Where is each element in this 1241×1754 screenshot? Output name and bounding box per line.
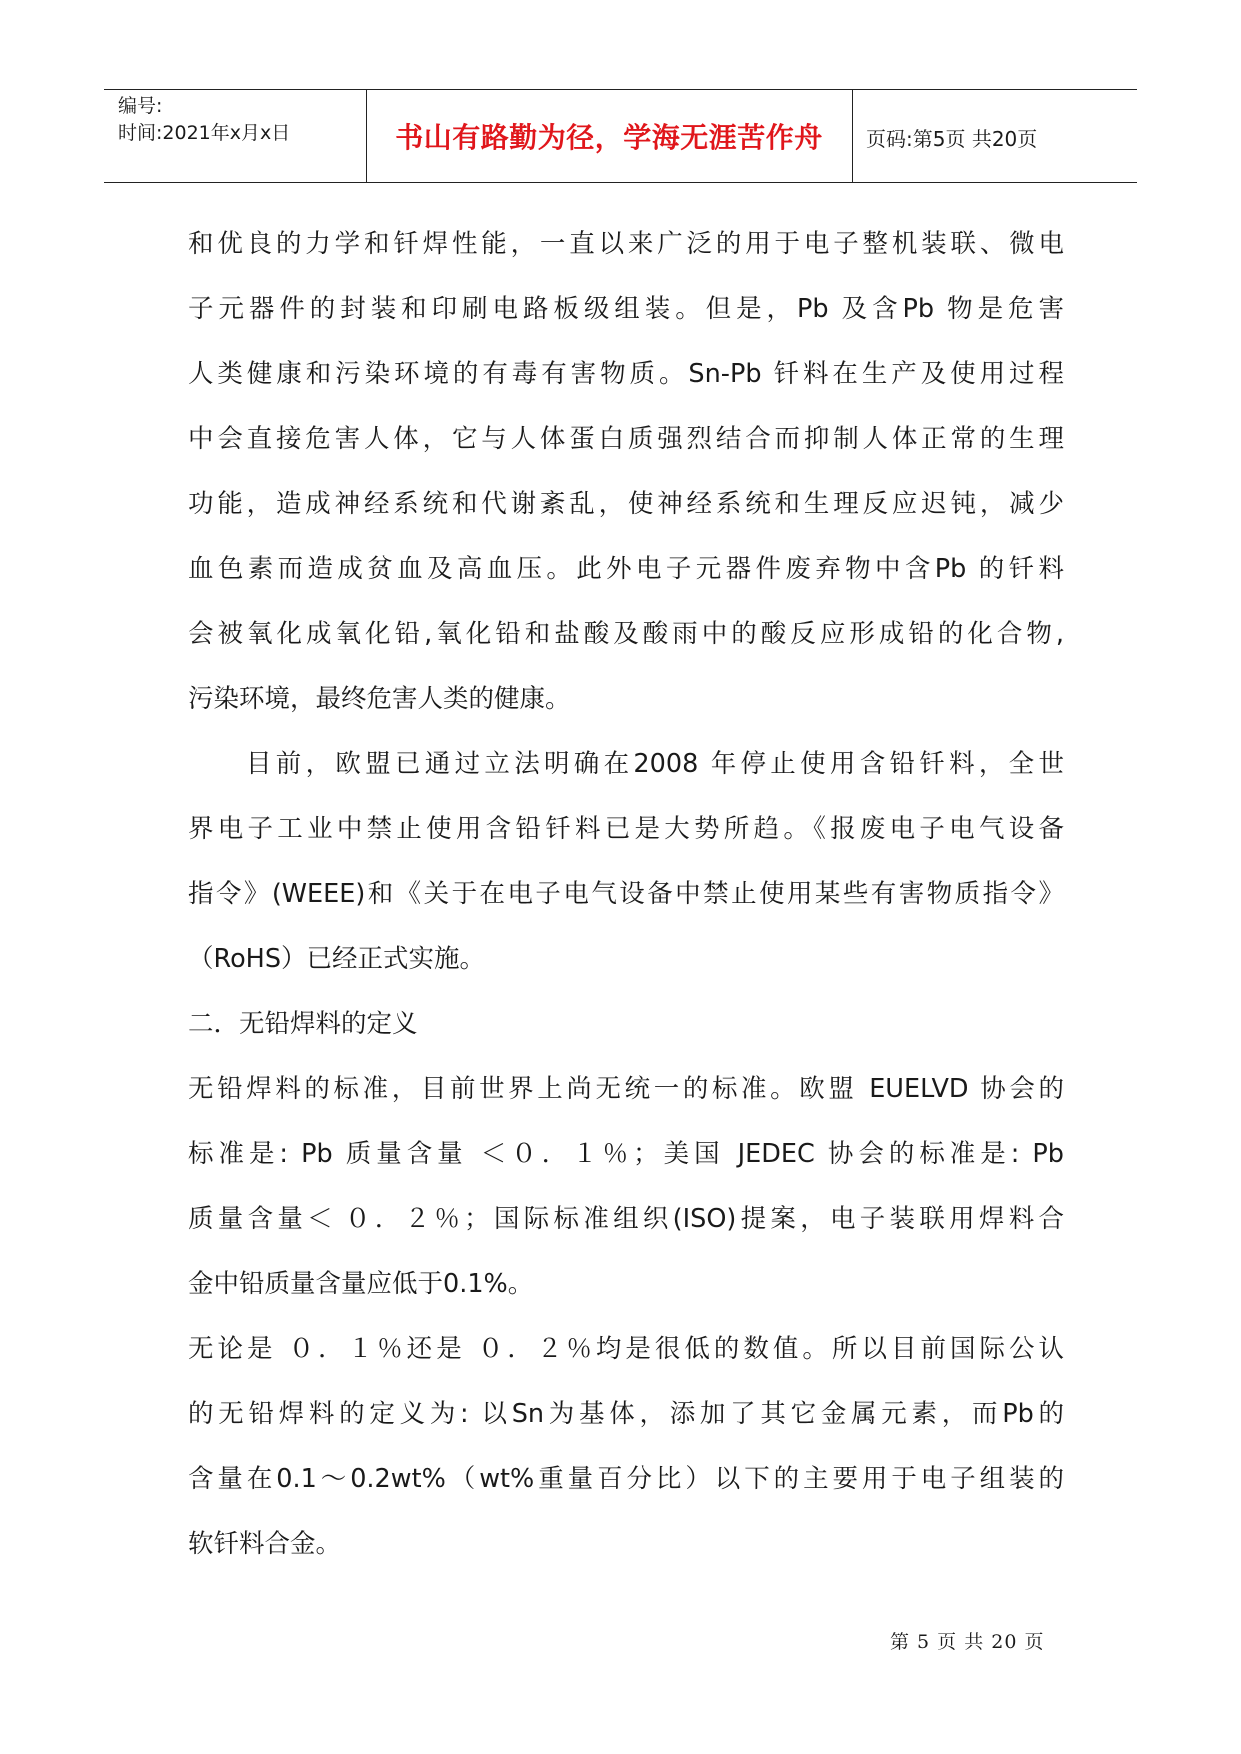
body-line: 子元器件的封装和印刷电路板级组装。但是，Pb 及含Pb 物是危害: [188, 294, 1064, 324]
section-heading: 二．无铅焊料的定义: [188, 1009, 418, 1039]
body-line: 界电子工业中禁止使用含铅钎料已是大势所趋。《报废电子电气设备: [188, 814, 1064, 844]
body-line: 目前，欧盟已通过立法明确在2008 年停止使用含铅钎料，全世: [246, 749, 1064, 779]
body-line: 会被氧化成氧化铅,氧化铅和盐酸及酸雨中的酸反应形成铅的化合物,: [188, 619, 1064, 649]
body-line: 无铅焊料的标准，目前世界上尚无统一的标准。欧盟 EUELVD 协会的: [188, 1074, 1064, 1104]
body-line: 的无铅焊料的定义为: 以Sn为基体，添加了其它金属元素，而Pb的: [188, 1399, 1064, 1429]
page-header: [104, 89, 1137, 183]
body-line: 指令》(WEEE)和《关于在电子电气设备中禁止使用某些有害物质指令》: [188, 879, 1064, 909]
body-line: 功能，造成神经系统和代谢紊乱，使神经系统和生理反应迟钝，减少: [188, 489, 1064, 519]
header-meta: [118, 93, 290, 147]
document-date: 时间:2021年x月x日: [118, 122, 291, 144]
page-footer: 第 5 页 共 20 页: [890, 1631, 1045, 1653]
body-line: 和优良的力学和钎焊性能，一直以来广泛的用于电子整机装联、微电: [188, 229, 1064, 259]
document-body: [188, 212, 1064, 1577]
body-line: 含量在0.1～0.2wt%（wt%重量百分比）以下的主要用于电子组装的: [188, 1464, 1064, 1494]
body-line: 血色素而造成贫血及高血压。此外电子元器件废弃物中含Pb 的钎料: [188, 554, 1064, 584]
header-page-code: 页码:第5页 共20页: [866, 127, 1038, 151]
header-divider-right: [852, 90, 853, 182]
body-line: 金中铅质量含量应低于0.1%。: [188, 1269, 534, 1299]
body-line: 标准是: Pb 质量含量 ＜０．１％；美国 JEDEC 协会的标准是: Pb: [188, 1139, 1064, 1169]
body-line: （RoHS）已经正式实施。: [188, 944, 486, 974]
document-number-label: 编号:: [118, 95, 163, 117]
body-line: 人类健康和污染环境的有毒有害物质。Sn-Pb 钎料在生产及使用过程: [188, 359, 1064, 389]
body-line: 质量含量＜ ０．２％；国际标准组织(ISO)提案，电子装联用焊料合: [188, 1204, 1064, 1234]
body-line: 软钎料合金。: [188, 1529, 342, 1559]
header-motto: 书山有路勤为径，学海无涯苦作舟: [395, 121, 823, 154]
body-line: 污染环境，最终危害人类的健康。: [188, 684, 571, 714]
body-line: 中会直接危害人体，它与人体蛋白质强烈结合而抑制人体正常的生理: [188, 424, 1064, 454]
body-line: 无论是 ０．１％还是 ０．２％均是很低的数值。所以目前国际公认: [188, 1334, 1064, 1364]
